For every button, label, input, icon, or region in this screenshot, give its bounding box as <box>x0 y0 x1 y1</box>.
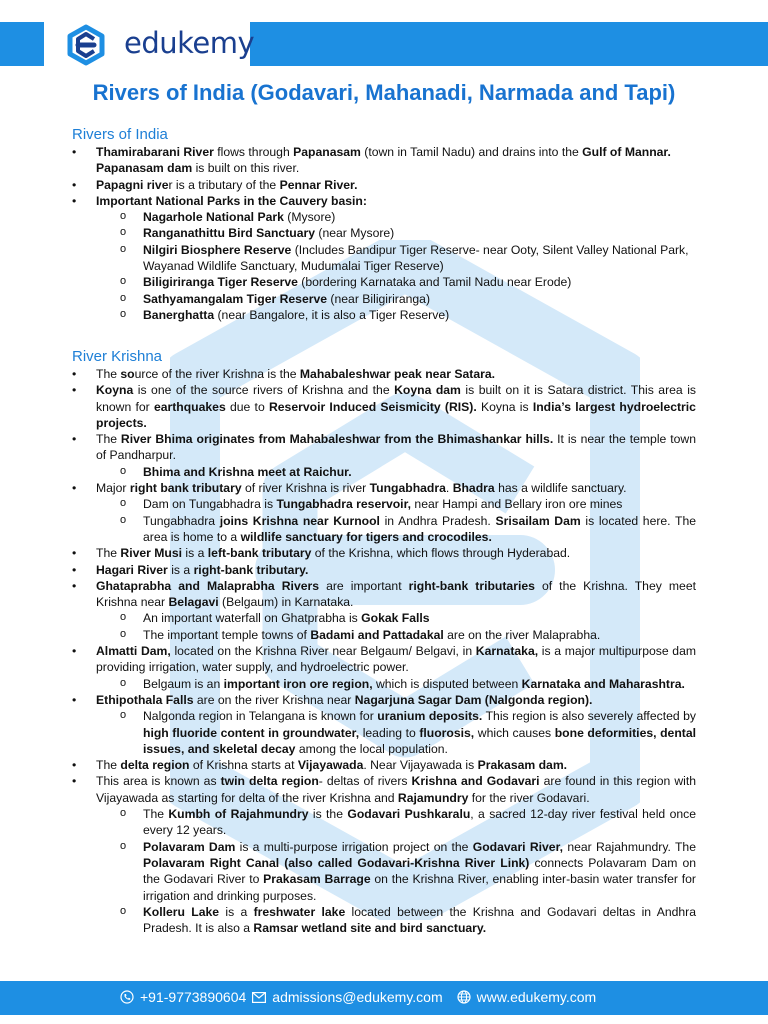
text: Major <box>96 481 130 496</box>
text: are important <box>319 578 409 593</box>
text: for the river Godavari. <box>468 790 590 805</box>
list-item <box>96 513 696 546</box>
list-item <box>72 144 696 177</box>
text: (Includes Bandipur Tiger Reserve- near Ooty, Silent Valley National Park, Wayanad Wildlife Sanctuary, Mudumalai Tiger Reserve) <box>143 242 689 274</box>
list-item <box>96 496 696 512</box>
text: located on the Krishna River near Belgaum/ Belgavi, in <box>170 644 476 659</box>
bold-text: Ramsar wetland site and bird sanctuary. <box>253 921 487 936</box>
bold-text: Reservoir Induced Seismicity (RIS). <box>268 399 477 414</box>
sub-list <box>96 610 696 643</box>
bold-text: Nagarhole National Park <box>143 210 284 225</box>
text: This region is also severely affected by <box>482 709 696 724</box>
bold-text: Kumbh of Rajahmundry <box>168 807 309 822</box>
text: (town in Tamil Nadu) and drains into the <box>360 145 583 159</box>
list-item <box>72 643 696 692</box>
text: of the Krishna, which flows through Hyderabad. <box>311 546 571 561</box>
bold-text: Srisailam Dam <box>495 513 581 528</box>
text: Koyna is <box>476 399 533 414</box>
text: near Hampi and Bellary iron ore mines <box>411 497 623 512</box>
list-item <box>96 610 696 626</box>
text: connects Polavaram Dam on the Godavari River to <box>143 855 696 887</box>
bold-text: bone deformities, dental issues, and skeletal decay <box>143 725 696 756</box>
bold-text: Kolleru Lake <box>143 904 220 919</box>
bold-text: Polavaram Right Canal (also called Godavari-Krishna River Link) <box>143 855 530 870</box>
text: is a <box>167 562 194 577</box>
text: Dam on Tungabhadra is <box>143 497 277 512</box>
text: are on the river Malaprabha. <box>443 627 601 642</box>
brand-name: edukemy <box>124 26 255 60</box>
list-item <box>96 291 696 307</box>
text: is a major multipurpose dam providing irrigation, water supply, and hydroelectric power. <box>96 644 696 675</box>
bold-text: Pennar River. <box>279 177 358 192</box>
bold-text: India’s largest hydroelectric projects. <box>96 399 696 430</box>
text: of river Krishna is river <box>241 481 370 496</box>
list-item <box>72 773 696 936</box>
edukemy-logo-icon <box>64 23 108 67</box>
text: urce of the river Krishna is the <box>134 367 300 381</box>
bold-text: right bank tributary <box>129 481 242 496</box>
bold-text: high fluoride content in groundwater, <box>143 725 360 740</box>
bold-text: Papanasam <box>293 145 361 159</box>
text: is a <box>182 546 208 561</box>
list-item <box>96 274 696 290</box>
phone-icon <box>120 990 134 1004</box>
text: Nalgonda region in Telangana is known for <box>143 709 378 724</box>
text: r is a tributary of the <box>168 177 280 192</box>
sub-list <box>96 209 696 323</box>
bold-text: Ranganathittu Bird Sanctuary <box>143 226 315 241</box>
bold-text: Bhima and Krishna meet at Raichur. <box>143 464 352 479</box>
bold-text: left-bank tributary <box>207 546 312 561</box>
bold-text: Tungabhadra <box>369 481 446 496</box>
bullet-list <box>72 366 696 936</box>
list-item <box>72 177 696 193</box>
footer-bar <box>0 981 768 1015</box>
footer-email[interactable]: admissions@edukemy.com <box>272 989 443 1005</box>
text: - deltas of rivers <box>318 774 412 789</box>
text: is built on this river. <box>192 161 300 176</box>
text: The important temple towns of <box>143 627 311 642</box>
bold-text: Vijayawada <box>297 758 364 773</box>
section-river-krishna <box>72 348 696 936</box>
text: Tungabhadra <box>143 513 220 528</box>
bold-text: uranium deposits. <box>377 709 483 724</box>
list-item <box>96 904 696 937</box>
bold-text: Tungabhadra reservoir, <box>276 497 412 512</box>
bold-text: Karnataka, <box>475 644 539 659</box>
bold-text: Important National Parks in the Cauvery basin: <box>96 193 367 208</box>
text: due to <box>225 399 269 414</box>
bold-text: Prakasam Barrage <box>263 872 371 887</box>
bold-text: Ethipothala Falls <box>96 692 194 707</box>
bold-text: Gulf of Mannar. Papanasam dam <box>96 145 671 176</box>
section-rivers-of-india <box>72 126 696 323</box>
bullet-list <box>72 144 696 323</box>
list-item <box>72 578 696 643</box>
footer-website[interactable]: www.edukemy.com <box>476 989 597 1005</box>
bold-text: fluorosis, <box>419 725 475 740</box>
text: on the Krishna River, enabling inter-basin water transfer for irrigation and drinking purposes. <box>143 872 696 903</box>
bold-text: wildlife sanctuary for tigers and crocodiles. <box>240 529 492 544</box>
text: (Belgaum) in Karnataka. <box>218 595 354 610</box>
bold-text: Godavari River, <box>472 839 564 854</box>
bold-text: freshwater lake <box>253 904 346 919</box>
text: is a <box>219 904 254 919</box>
bold-text: Koyna <box>96 383 134 398</box>
page-title: Rivers of India (Godavari, Mahanadi, Narmada and Tapi) <box>92 80 676 105</box>
list-item <box>96 806 696 839</box>
text: leading to <box>359 725 420 740</box>
bold-text: Biligiriranga Tiger Reserve <box>143 275 298 290</box>
text: are found in this region with Vijayawada as starting for delta of the river Krishna and <box>96 774 696 805</box>
text: flows through <box>213 145 294 159</box>
sub-list <box>96 464 696 480</box>
bold-text: Nagarjuna Sagar Dam (Nalgonda region). <box>354 692 593 707</box>
text: among the local population. <box>295 741 448 756</box>
text: is built on it is Satara district. This area is known for <box>96 383 696 414</box>
text: , a sacred 12-day river festival held once every 12 years. <box>143 807 696 838</box>
bold-text: Karnataka and Maharashtra. <box>521 676 685 691</box>
text: has a wildlife sanctuary. <box>494 481 627 496</box>
bold-text: Belagavi <box>168 595 219 610</box>
bold-text: River Musi <box>120 546 183 561</box>
logo <box>44 16 255 74</box>
bold-text: important iron ore region, <box>223 676 373 691</box>
list-item <box>96 708 696 757</box>
list-item <box>72 545 696 561</box>
text: An important waterfall on Ghatprabha is <box>143 611 362 626</box>
bold-text: twin delta region <box>220 774 319 789</box>
bold-text: Bhadra <box>452 481 495 496</box>
bold-text: Prakasam dam. <box>477 758 568 773</box>
footer-phone[interactable]: +91-9773890604 <box>140 989 247 1005</box>
text: is the <box>308 807 348 822</box>
text: is located here. The area is home to a <box>143 513 696 544</box>
bold-text: earthquakes <box>153 399 226 414</box>
sub-list <box>96 496 696 545</box>
text: is a multi-purpose irrigation project on the <box>235 839 473 854</box>
text: . <box>445 481 453 496</box>
bold-text: River Bhima originates from Mahabaleshwar from the Bhimashankar hills. <box>120 432 554 447</box>
list-item <box>96 627 696 643</box>
text: (near Biligiriranga) <box>327 291 431 306</box>
bold-text: right-bank tributary. <box>193 562 309 577</box>
text: (near Mysore) <box>315 226 395 241</box>
text: The <box>96 432 121 447</box>
text: . Near Vijayawada is <box>363 758 478 773</box>
bold-text: Godavari Pushkaralu <box>347 807 471 822</box>
bold-text: joins Krishna near Kurnool <box>219 513 380 528</box>
text: near Rajahmundry. The <box>563 839 696 854</box>
text: The <box>143 807 169 822</box>
sub-list <box>96 708 696 757</box>
text: are on the river Krishna near <box>193 692 355 707</box>
list-item <box>72 562 696 578</box>
text: located between the Krishna and Godavari deltas in Andhra Pradesh. It is also a <box>143 904 697 936</box>
bold-text: Thamirabarani River <box>96 145 214 159</box>
list-item <box>72 193 696 323</box>
text: (Mysore) <box>283 210 336 225</box>
bold-text: Banerghatta <box>143 307 215 322</box>
text: of Krishna starts at <box>189 758 298 773</box>
bold-text: Almatti Dam, <box>96 644 171 659</box>
list-item <box>72 382 696 431</box>
email-icon <box>252 992 266 1003</box>
list-item <box>96 242 696 275</box>
bold-text: Koyna dam <box>394 383 461 398</box>
text: The <box>96 546 121 561</box>
bold-text: Gokak Falls <box>361 611 430 626</box>
list-item <box>96 225 696 241</box>
list-item <box>72 480 696 545</box>
bold-text: Krishna and Godavari <box>411 774 540 789</box>
list-item <box>96 209 696 225</box>
text: (bordering Karnataka and Tamil Nadu near Erode) <box>297 275 572 290</box>
bold-text: Sathyamangalam Tiger Reserve <box>143 291 328 306</box>
bold-text: Ghataprabha and Malaprabha Rivers <box>96 578 320 593</box>
sub-list <box>96 676 696 692</box>
list-item <box>96 464 696 480</box>
text: (near Bangalore, it is also a Tiger Reserve) <box>214 307 450 322</box>
bold-text: Rajamundry <box>397 790 469 805</box>
list-item <box>96 307 696 323</box>
text: Belgaum is an <box>143 676 224 691</box>
section-heading: River Krishna <box>72 348 163 365</box>
bold-text: right-bank tributaries <box>408 578 535 593</box>
bold-text: Hagari River <box>96 562 168 577</box>
bold-text: Nilgiri Biosphere Reserve <box>143 242 292 257</box>
globe-icon <box>457 990 471 1004</box>
text: of the Krishna. They meet Krishna near <box>96 578 696 610</box>
list-item <box>72 692 696 757</box>
text: which causes <box>474 725 555 740</box>
list-item <box>72 366 696 382</box>
text: The <box>96 758 121 773</box>
list-item <box>96 839 696 904</box>
text: which is disputed between <box>372 676 522 691</box>
text: is one of the source rivers of Krishna and the <box>133 383 395 398</box>
list-item <box>96 676 696 692</box>
bold-text: so <box>120 367 135 381</box>
bold-text: Mahabaleshwar peak near Satara. <box>299 367 496 381</box>
text: It is near the temple town of Pandharpur. <box>96 432 696 463</box>
list-item <box>72 757 696 773</box>
text: This area is known as <box>96 774 221 789</box>
list-item <box>72 431 696 480</box>
bold-text: delta region <box>120 758 190 773</box>
bold-text: Papagni rive <box>96 177 169 192</box>
sub-list <box>96 806 696 936</box>
bold-text: Badami and Pattadakal <box>310 627 444 642</box>
text: in Andhra Pradesh. <box>379 513 496 528</box>
bold-text: Polavaram Dam <box>143 839 236 854</box>
text: The <box>96 367 121 381</box>
section-heading: Rivers of India <box>72 126 168 143</box>
